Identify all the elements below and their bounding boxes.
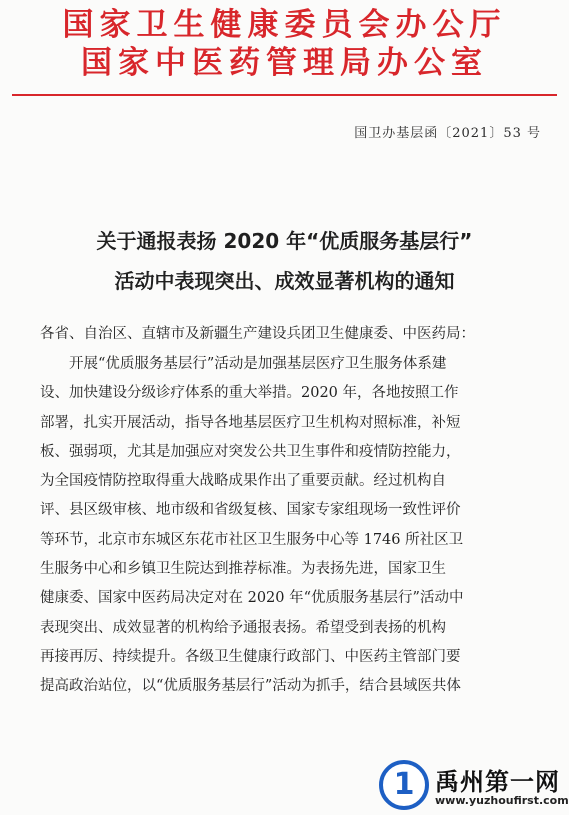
site-watermark-logo xyxy=(377,758,567,814)
issuer-line-2: 国家中医药管理局办公室 xyxy=(81,45,488,81)
document-title xyxy=(0,221,569,301)
header-divider xyxy=(12,94,557,96)
logo-glyph: 1 xyxy=(393,767,415,802)
body-line: 为全国疫情防控取得重大战略成果作出了重要贡献。经过机构自 xyxy=(40,473,446,490)
body-line: 板、强弱项，尤其是加强应对突发公共卫生事件和疫情防控能力， xyxy=(40,443,461,460)
watermark-site-url: www.yuzhoufirst.com xyxy=(435,794,569,807)
logo-circle-icon xyxy=(379,760,429,810)
body-line: 部署，扎实开展活动，指导各地基层医疗卫生机构对照标准，补短 xyxy=(40,414,461,431)
body-line: 等环节，北京市东城区东花市社区卫生服务中心等 1746 所社区卫 xyxy=(40,531,464,548)
watermark-site-name: 禹州第一网 xyxy=(435,768,560,796)
title-line-1: 关于通报表扬 2020 年“优质服务基层行” xyxy=(96,229,473,253)
body-line: 评、县区级审核、地市级和省级复核、国家专家组现场一致性评价 xyxy=(40,502,461,519)
addressee: 各省、自治区、直辖市及新疆生产建设兵团卫生健康委、中医药局： xyxy=(40,326,475,342)
issuer-header xyxy=(0,6,569,82)
issuer-line-1: 国家卫生健康委员会办公厅 xyxy=(62,7,507,43)
body-line: 设、加快建设分级诊疗体系的重大举措。2020 年，各地按照工作 xyxy=(40,385,459,402)
body-line: 提高政治站位，以“优质服务基层行”活动为抓手，结合县域医共体 xyxy=(40,678,461,695)
body-line: 再接再厉、持续提升。各级卫生健康行政部门、中医药主管部门要 xyxy=(40,648,461,665)
body-text xyxy=(40,350,550,702)
body-line: 开展“优质服务基层行”活动是加强基层医疗卫生服务体系建 xyxy=(69,356,447,372)
body-line: 生服务中心和乡镇卫生院达到推荐标准。为表扬先进，国家卫生 xyxy=(40,561,446,578)
body-line: 健康委、国家中医药局决定对在 2020 年“优质服务基层行”活动中 xyxy=(40,590,464,607)
document-number: 国卫办基层函〔2021〕53 号 xyxy=(354,126,541,141)
body-line: 表现突出、成效显著的机构给予通报表扬。希望受到表扬的机构 xyxy=(40,619,446,636)
title-line-2: 活动中表现突出、成效显著机构的通知 xyxy=(114,269,455,293)
